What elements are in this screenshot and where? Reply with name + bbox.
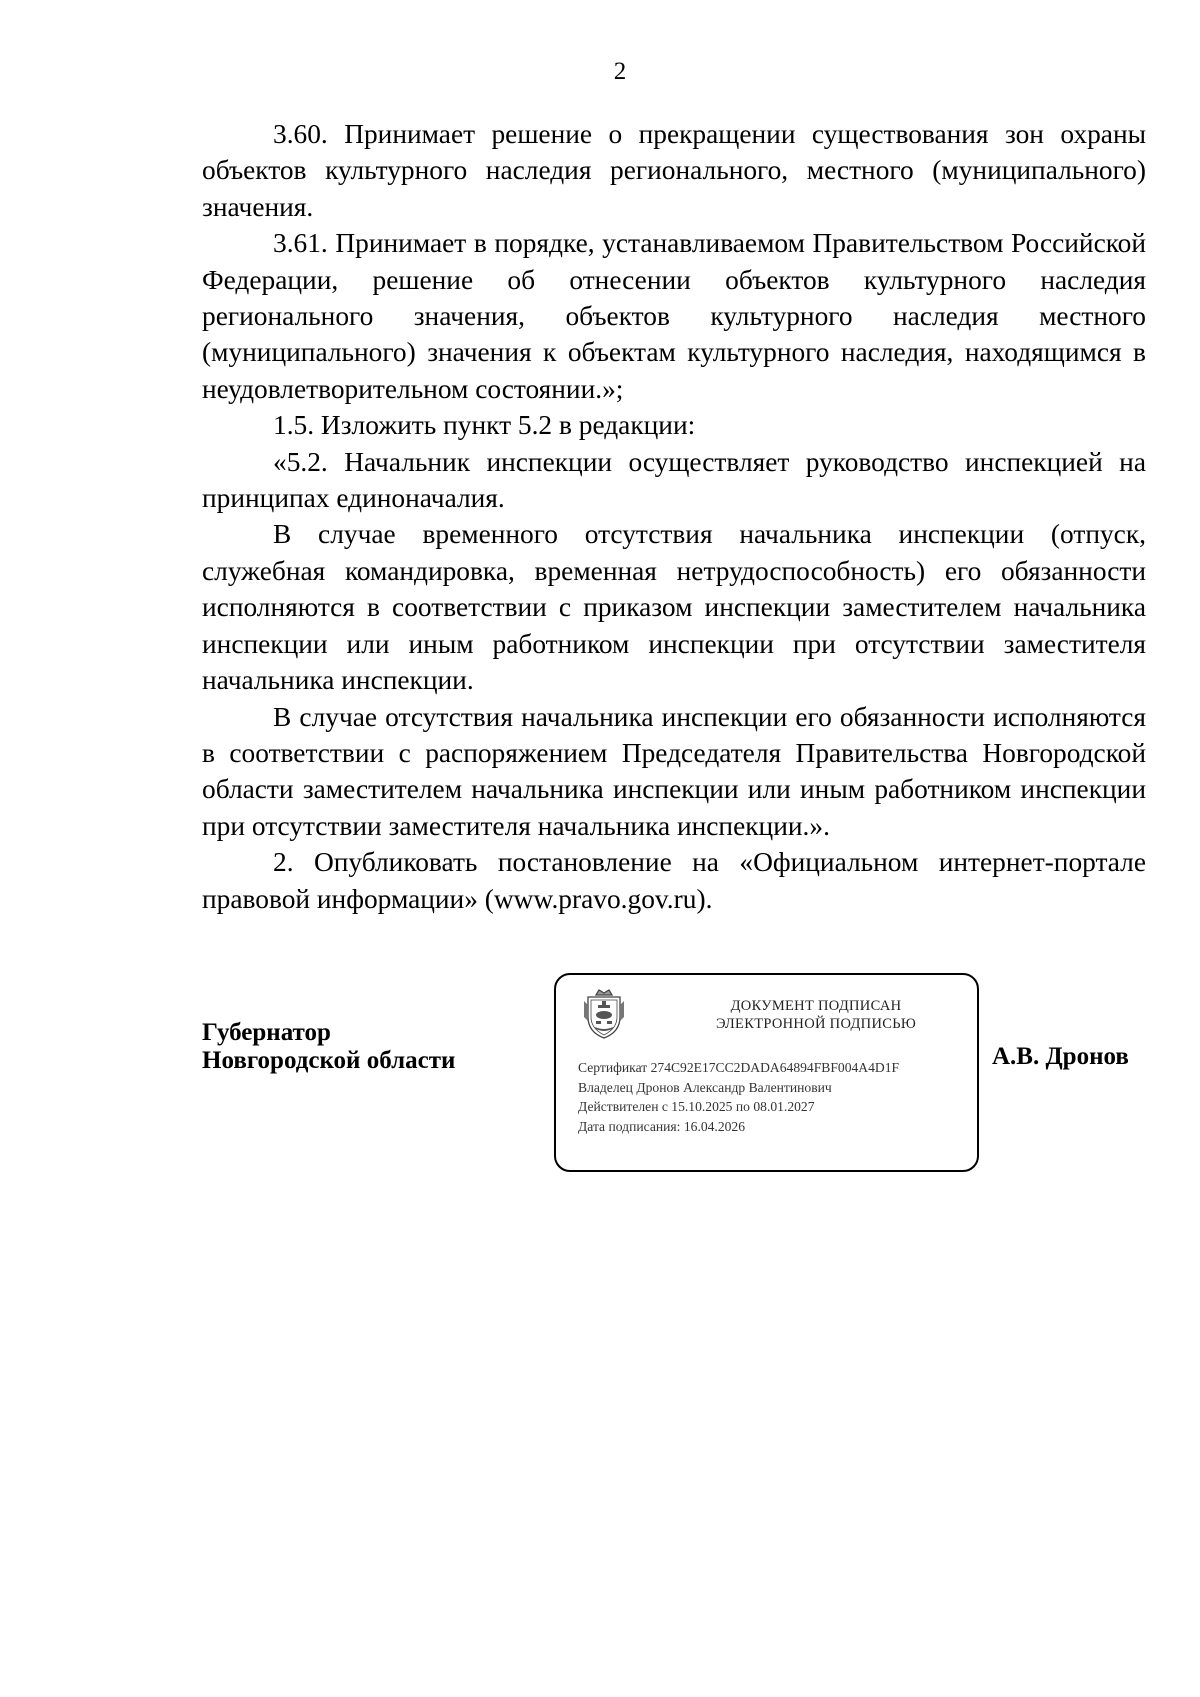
paragraph-3-60: 3.60. Принимает решение о прекращении существования зон охраны объектов культурного наследия регионального, местного (муниципального) значения. <box>202 119 1146 222</box>
paragraph-publish: 2. Опубликовать постановление на «Официальном интернет-портале правовой информации» (www.pravo.gov.ru). <box>202 847 1146 914</box>
electronic-signature-stamp <box>554 973 979 1172</box>
paragraph-1-5: 1.5. Изложить пункт 5.2 в редакции: <box>273 410 696 441</box>
stamp-validity: Действителен с 15.10.2025 по 08.01.2027 <box>578 1099 815 1114</box>
coat-of-arms-icon <box>582 987 626 1039</box>
stamp-header <box>666 997 966 1033</box>
page-number: 2 <box>613 58 627 85</box>
signer-title <box>202 1019 455 1075</box>
stamp-header-line1: ДОКУМЕНТ ПОДПИСАН <box>730 998 902 1014</box>
paragraph-3-61: 3.61. Принимает в порядке, устанавливаемом Правительством Российской Федерации, решение об отнесении объектов культурного наследия регионального значения, объектов культурного наследия местного (муниципального) значения к объектам культурного наследия, находящимся в неудовлетворительном состоянии.»; <box>202 228 1146 404</box>
stamp-header-line2: ЭЛЕКТРОННОЙ ПОДПИСЬЮ <box>715 1016 917 1032</box>
paragraph-temporary-absence: В случае временного отсутствия начальника инспекции (отпуск, служебная командировка, временная нетрудоспособность) его обязанности исполняются в соответствии с приказом инспекции заместителем начальника инспекции или иным работником инспекции при отсутствии заместителя начальника инспекции. <box>202 519 1146 696</box>
stamp-certificate: Сертификат 274C92E17CC2DADA64894FBF004A4D1F <box>578 1060 900 1075</box>
document-body <box>202 116 1146 917</box>
signer-title-line2: Новгородской области <box>202 1047 456 1074</box>
signer-title-line1: Губернатор <box>202 1019 331 1046</box>
stamp-signed-date: Дата подписания: 16.04.2026 <box>578 1118 746 1134</box>
paragraph-5-2: «5.2. Начальник инспекции осуществляет руководство инспекцией на принципах единоначалия. <box>202 446 1146 514</box>
stamp-details <box>578 1058 974 1136</box>
paragraph-absence: В случае отсутствия начальника инспекции его обязанности исполняются в соответствии с распоряжением Председателя Правительства Новгородской области заместителем начальника инспекции или иным работником инспекции при отсутствии заместителя начальника инспекции.». <box>202 701 1146 841</box>
stamp-owner: Владелец Дронов Александр Валентинович <box>578 1079 832 1095</box>
signer-name: А.В. Дронов <box>992 1043 1129 1070</box>
